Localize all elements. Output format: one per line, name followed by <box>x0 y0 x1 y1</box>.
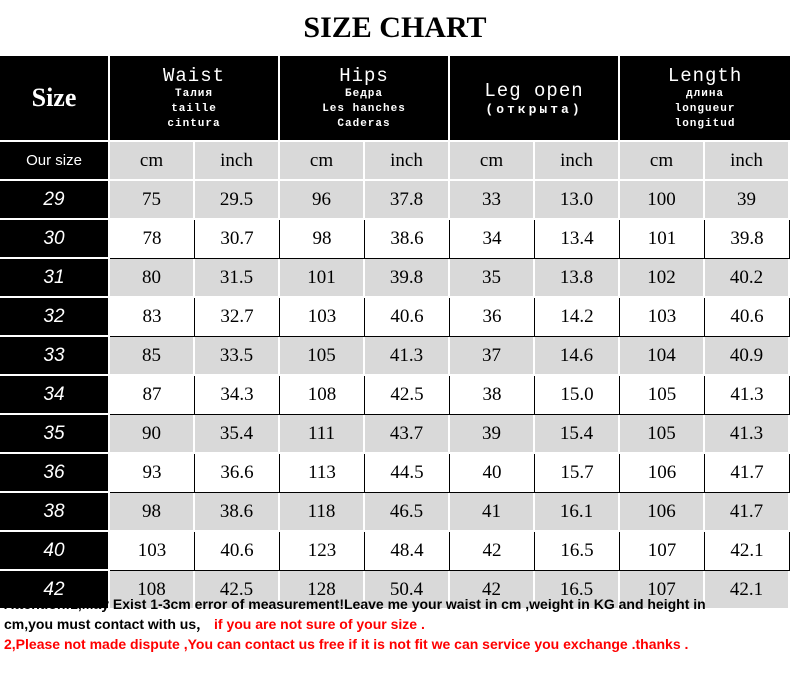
size-label: 29 <box>0 181 110 220</box>
attention-note <box>4 594 784 654</box>
measurement-cell: 118 <box>280 493 365 532</box>
measurement-cell: 41 <box>450 493 535 532</box>
leg-open-sub-ru: (открыта) <box>485 101 583 117</box>
measurement-cell: 80 <box>110 259 195 298</box>
table-row <box>0 259 790 298</box>
measurement-cell: 42 <box>450 571 535 610</box>
hips-header <box>280 56 450 142</box>
unit-header: inch <box>705 142 790 181</box>
measurement-cell: 98 <box>110 493 195 532</box>
table-row <box>0 454 790 493</box>
hips-sub-ru: Бедра <box>345 87 384 100</box>
measurement-cell: 13.0 <box>535 181 620 220</box>
measurement-cell: 29.5 <box>195 181 280 220</box>
measurement-cell: 93 <box>110 454 195 493</box>
measurement-cell: 41.3 <box>705 376 790 415</box>
table-row <box>0 298 790 337</box>
table-row <box>0 376 790 415</box>
measurement-cell: 128 <box>280 571 365 610</box>
measurement-cell: 90 <box>110 415 195 454</box>
measurement-cell: 39 <box>450 415 535 454</box>
hips-title: Hips <box>339 64 389 87</box>
unit-header: inch <box>195 142 280 181</box>
measurement-cell: 16.5 <box>535 532 620 571</box>
unit-header: inch <box>535 142 620 181</box>
units-row <box>0 142 790 181</box>
note-line-2-warning: if you are not sure of your size . <box>210 616 425 632</box>
measurement-cell: 37.8 <box>365 181 450 220</box>
unit-header: inch <box>365 142 450 181</box>
measurement-cell: 16.1 <box>535 493 620 532</box>
measurement-cell: 13.8 <box>535 259 620 298</box>
measurement-cell: 48.4 <box>365 532 450 571</box>
chart-title: SIZE CHART <box>303 11 487 44</box>
our-size-label: Our size <box>0 142 110 181</box>
measurement-cell: 107 <box>620 532 705 571</box>
hips-sub-es: Caderas <box>337 117 391 130</box>
measurement-cell: 15.0 <box>535 376 620 415</box>
measurement-cell: 32.7 <box>195 298 280 337</box>
measurement-cell: 105 <box>620 415 705 454</box>
measurement-cell: 42 <box>450 532 535 571</box>
table-row <box>0 181 790 220</box>
measurement-cell: 106 <box>620 454 705 493</box>
size-label: 30 <box>0 220 110 259</box>
measurement-cell: 107 <box>620 571 705 610</box>
measurement-cell: 101 <box>280 259 365 298</box>
header-row <box>0 56 790 142</box>
measurement-cell: 111 <box>280 415 365 454</box>
measurement-cell: 78 <box>110 220 195 259</box>
waist-sub-ru: Талия <box>175 87 214 100</box>
measurement-cell: 102 <box>620 259 705 298</box>
measurement-cell: 96 <box>280 181 365 220</box>
length-title: Length <box>667 64 743 87</box>
measurement-cell: 36 <box>450 298 535 337</box>
unit-header: cm <box>110 142 195 181</box>
measurement-cell: 40.2 <box>705 259 790 298</box>
measurement-cell: 50.4 <box>365 571 450 610</box>
measurement-cell: 40.6 <box>195 532 280 571</box>
unit-header: cm <box>620 142 705 181</box>
measurement-cell: 15.4 <box>535 415 620 454</box>
measurement-cell: 38.6 <box>195 493 280 532</box>
measurement-cell: 41.7 <box>705 454 790 493</box>
measurement-cell: 30.7 <box>195 220 280 259</box>
measurement-cell: 100 <box>620 181 705 220</box>
measurement-cell: 16.5 <box>535 571 620 610</box>
measurement-cell: 42.5 <box>365 376 450 415</box>
measurement-cell: 35.4 <box>195 415 280 454</box>
measurement-cell: 113 <box>280 454 365 493</box>
measurement-cell: 83 <box>110 298 195 337</box>
measurement-cell: 108 <box>280 376 365 415</box>
size-label: 32 <box>0 298 110 337</box>
measurement-cell: 34 <box>450 220 535 259</box>
size-label: 40 <box>0 532 110 571</box>
size-label: 31 <box>0 259 110 298</box>
waist-title: Waist <box>163 64 226 87</box>
length-sub-ru: длина <box>686 87 725 100</box>
measurement-cell: 41.3 <box>705 415 790 454</box>
note-line-3: 2,Please not made dispute ,You can contact us free if it is not fit we can service you exchange .thanks . <box>4 636 689 652</box>
waist-sub-fr: taille <box>171 102 217 115</box>
table-row <box>0 337 790 376</box>
unit-header: cm <box>280 142 365 181</box>
leg-open-header <box>450 56 620 142</box>
measurement-cell: 106 <box>620 493 705 532</box>
measurement-cell: 87 <box>110 376 195 415</box>
measurement-cell: 46.5 <box>365 493 450 532</box>
measurement-cell: 103 <box>280 298 365 337</box>
note-line-2-text: cm,you must contact with us， <box>4 616 211 632</box>
table-row <box>0 532 790 571</box>
measurement-cell: 43.7 <box>365 415 450 454</box>
hips-sub-fr: Les hanches <box>322 102 406 115</box>
measurement-cell: 105 <box>620 376 705 415</box>
measurement-cell: 39.8 <box>365 259 450 298</box>
measurement-cell: 41.3 <box>365 337 450 376</box>
measurement-cell: 37 <box>450 337 535 376</box>
size-table <box>0 56 790 610</box>
measurement-cell: 38 <box>450 376 535 415</box>
note-line-1: Attention:1,May Exist 1-3cm error of measurement!Leave me your waist in cm ,weight in KG and height in <box>4 596 706 612</box>
measurement-cell: 14.6 <box>535 337 620 376</box>
table-row <box>0 493 790 532</box>
measurement-cell: 42.5 <box>195 571 280 610</box>
measurement-cell: 35 <box>450 259 535 298</box>
size-label: 33 <box>0 337 110 376</box>
measurement-cell: 98 <box>280 220 365 259</box>
measurement-cell: 14.2 <box>535 298 620 337</box>
measurement-cell: 75 <box>110 181 195 220</box>
measurement-cell: 34.3 <box>195 376 280 415</box>
measurement-cell: 42.1 <box>705 532 790 571</box>
measurement-cell: 105 <box>280 337 365 376</box>
measurement-cell: 33 <box>450 181 535 220</box>
measurement-cell: 42.1 <box>705 571 790 610</box>
table-row <box>0 220 790 259</box>
size-header: Size <box>0 56 110 142</box>
measurement-cell: 108 <box>110 571 195 610</box>
measurement-cell: 123 <box>280 532 365 571</box>
measurement-cell: 36.6 <box>195 454 280 493</box>
note-line-2 <box>4 614 784 634</box>
measurement-cell: 33.5 <box>195 337 280 376</box>
size-label: 36 <box>0 454 110 493</box>
measurement-cell: 44.5 <box>365 454 450 493</box>
size-label: 42 <box>0 571 110 610</box>
size-label: 34 <box>0 376 110 415</box>
measurement-cell: 41.7 <box>705 493 790 532</box>
leg-open-title: Leg open <box>484 79 584 102</box>
measurement-cell: 103 <box>620 298 705 337</box>
length-header <box>620 56 790 142</box>
measurement-cell: 85 <box>110 337 195 376</box>
measurement-cell: 40 <box>450 454 535 493</box>
table-body <box>0 56 790 610</box>
unit-header: cm <box>450 142 535 181</box>
measurement-cell: 13.4 <box>535 220 620 259</box>
measurement-cell: 101 <box>620 220 705 259</box>
waist-header <box>110 56 280 142</box>
measurement-cell: 103 <box>110 532 195 571</box>
measurement-cell: 39 <box>705 181 790 220</box>
waist-sub-es: cintura <box>167 117 221 130</box>
measurement-cell: 40.6 <box>365 298 450 337</box>
size-label: 35 <box>0 415 110 454</box>
length-sub-fr: longueur <box>674 102 736 115</box>
measurement-cell: 31.5 <box>195 259 280 298</box>
measurement-cell: 15.7 <box>535 454 620 493</box>
measurement-cell: 104 <box>620 337 705 376</box>
measurement-cell: 38.6 <box>365 220 450 259</box>
size-label: 38 <box>0 493 110 532</box>
measurement-cell: 40.9 <box>705 337 790 376</box>
table-row <box>0 415 790 454</box>
measurement-cell: 40.6 <box>705 298 790 337</box>
measurement-cell: 39.8 <box>705 220 790 259</box>
length-sub-es: longitud <box>674 117 736 130</box>
